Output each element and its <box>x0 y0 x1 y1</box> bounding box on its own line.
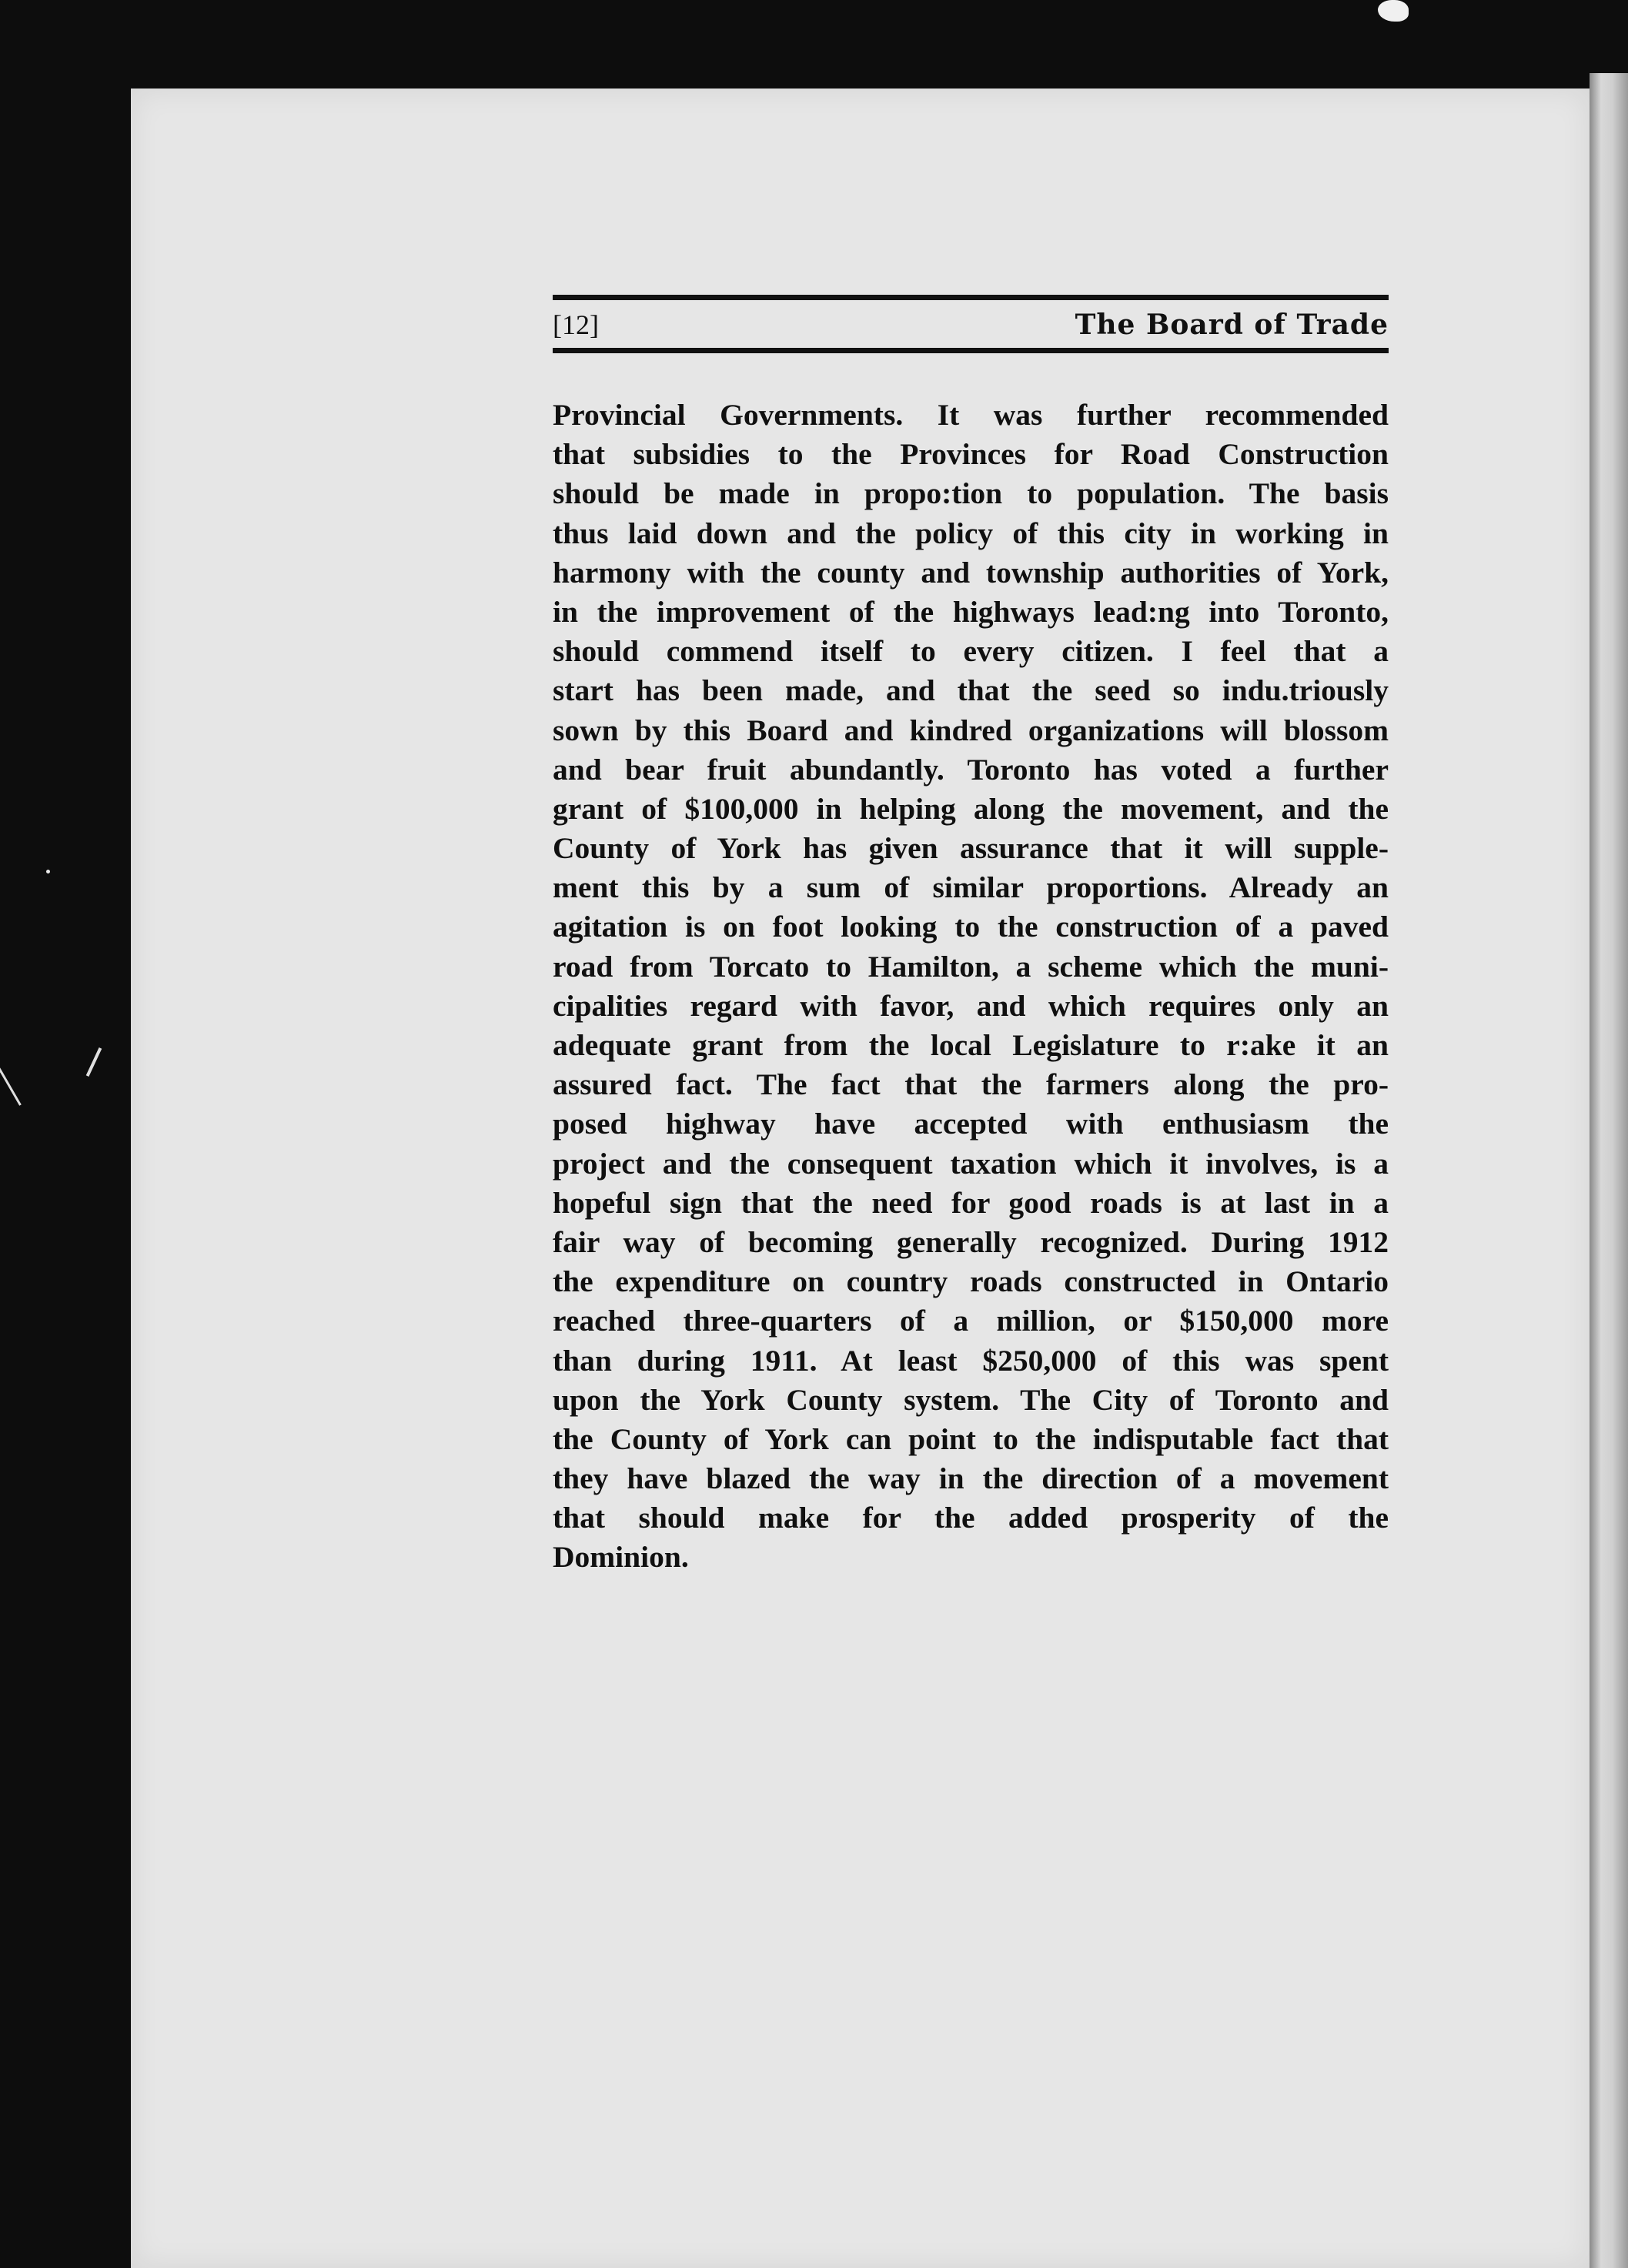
scan-artifact <box>86 1047 102 1077</box>
text-line: cipalities regard with favor, and which requires only an <box>553 988 1389 1023</box>
text-line: should be made in propo:tion to population. The basis <box>553 476 1389 511</box>
text-line: Dominion. <box>553 1540 689 1575</box>
text-line: that subsidies to the Provinces for Road Construction <box>553 437 1389 472</box>
text-line: should commend itself to every citizen. I feel that a <box>553 634 1389 669</box>
scan-artifact <box>0 1064 22 1105</box>
text-line: posed highway have accepted with enthusiasm the <box>553 1107 1389 1141</box>
text-line: than during 1911. At least $250,000 of this was spent <box>553 1343 1389 1378</box>
text-line: County of York has given assurance that it will supple- <box>553 831 1389 866</box>
text-line: reached three-quarters of a million, or $150,000 more <box>553 1304 1389 1338</box>
text-line: Provincial Governments. It was further recommended <box>553 398 1389 432</box>
text-line: that should make for the added prosperity of the <box>553 1501 1389 1535</box>
text-line: assured fact. The fact that the farmers along the pro- <box>553 1067 1389 1102</box>
text-line: fair way of becoming generally recognized. During 1912 <box>553 1224 1389 1259</box>
header-rule-bottom <box>553 348 1389 353</box>
text-line: upon the York County system. The City of Toronto and <box>553 1382 1389 1417</box>
running-title: The Board of Trade <box>1075 309 1389 341</box>
text-line: thus laid down and the policy of this city in working in <box>553 516 1389 550</box>
scan-artifact <box>1378 0 1409 22</box>
text-line: the expenditure on country roads constructed in Ontario <box>553 1264 1389 1299</box>
text-line: harmony with the county and township authorities of York, <box>553 555 1389 590</box>
page-header <box>553 295 1389 353</box>
text-line: agitation is on foot looking to the construction of a paved <box>553 910 1389 944</box>
book-spine <box>1590 73 1628 2268</box>
header-row <box>553 309 1389 340</box>
body-paragraph <box>553 396 1389 1578</box>
text-line: sown by this Board and kindred organizations will blossom <box>553 713 1389 747</box>
text-line: adequate grant from the local Legislature to r:ake it an <box>553 1028 1389 1062</box>
text-line: start has been made, and that the seed so indu.triously <box>553 673 1389 708</box>
page-number: [12] <box>553 309 599 340</box>
text-line: road from Torcato to Hamilton, a scheme which the muni- <box>553 949 1389 984</box>
text-line: hopeful sign that the need for good roads is at last in a <box>553 1185 1389 1220</box>
text-line: grant of $100,000 in helping along the movement, and the <box>553 791 1389 826</box>
scan-artifact <box>46 870 50 873</box>
text-line: the County of York can point to the indisputable fact that <box>553 1421 1389 1456</box>
text-line: project and the consequent taxation which it involves, is a <box>553 1146 1389 1181</box>
text-line: ment this by a sum of similar proportions. Already an <box>553 870 1389 905</box>
text-line: and bear fruit abundantly. Toronto has voted a further <box>553 752 1389 787</box>
text-line: they have blazed the way in the direction of a movement <box>553 1461 1389 1496</box>
text-line: in the improvement of the highways lead:ng into Toronto, <box>553 594 1389 629</box>
header-rule-top <box>553 295 1389 300</box>
